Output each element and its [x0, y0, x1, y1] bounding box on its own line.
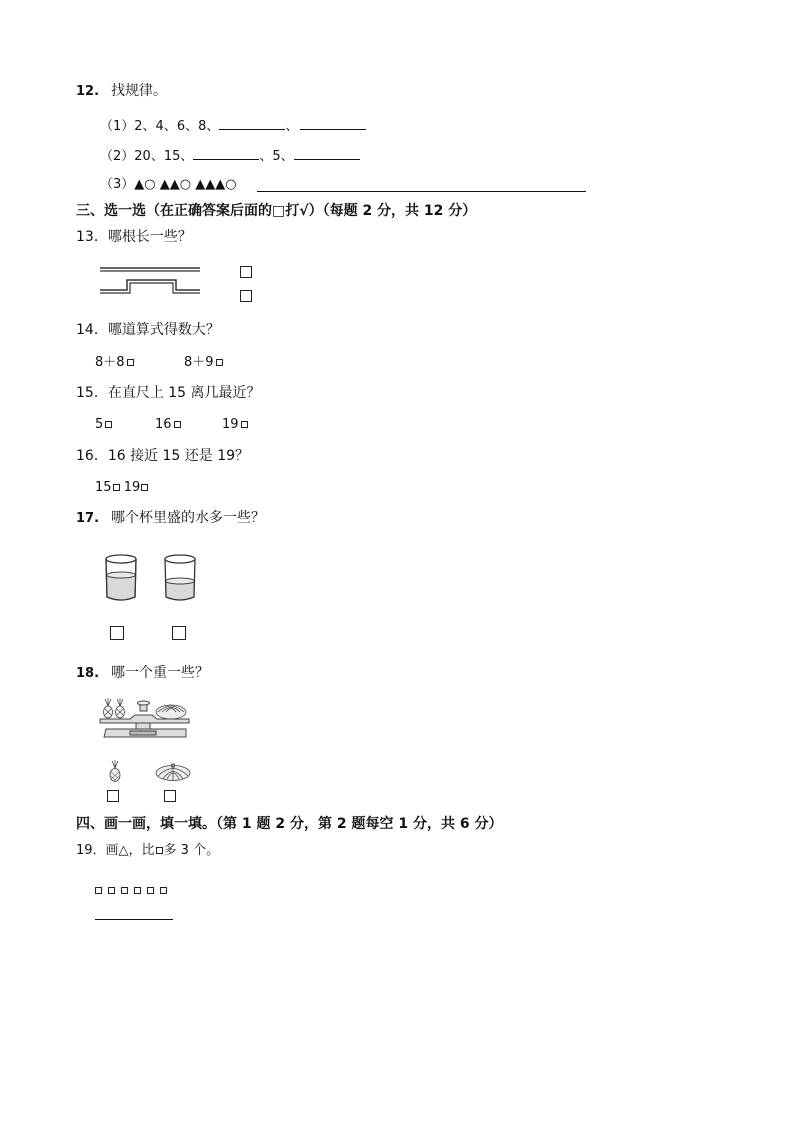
q12-part2-blank1[interactable]	[193, 147, 259, 160]
q15-option1-checkbox[interactable]	[105, 421, 112, 428]
q15-prompt: 15．在直尺上 15 离几最近？	[76, 385, 261, 401]
q13-lines-figure	[100, 266, 204, 294]
pineapple-icon	[109, 760, 121, 782]
q14-option1	[95, 355, 134, 371]
q12-part2	[100, 147, 360, 165]
q12-part2-separator: 、5、	[259, 149, 294, 164]
q16-option1-label: 15	[95, 480, 112, 495]
square-icon	[108, 887, 115, 894]
q17-number: 17.	[76, 511, 100, 526]
q17-prompt: 哪个杯里盛的水多一些？	[111, 510, 265, 526]
square-icon	[134, 887, 141, 894]
q15-option2	[155, 417, 181, 433]
cup-left-icon	[103, 553, 143, 603]
q15-option1	[95, 417, 112, 433]
q14-option2-label: 8＋9	[184, 355, 214, 370]
q12-part1	[100, 117, 366, 135]
q12-part2-sequence: （2）20、15、	[100, 149, 194, 164]
q13-prompt: 13．哪根长一些？	[76, 229, 192, 245]
q12-part1-blank1[interactable]	[219, 117, 285, 130]
q15-option1-label: 5	[95, 417, 104, 432]
q12-number: 12.	[76, 84, 100, 99]
q17-checkbox-left[interactable]	[110, 626, 124, 640]
q15-option2-checkbox[interactable]	[174, 421, 181, 428]
q18-checkbox-pineapple[interactable]	[107, 790, 119, 802]
cup-right-icon	[162, 553, 202, 603]
q16-option2-label: 19	[123, 480, 141, 495]
square-icon	[95, 887, 102, 894]
q15-option3-label: 19	[222, 417, 239, 432]
q16-option1-checkbox[interactable]	[113, 484, 120, 491]
q12-part1-blank2[interactable]	[300, 117, 366, 130]
q19-answer-line[interactable]	[95, 919, 173, 920]
q16-option2-checkbox[interactable]	[141, 484, 148, 491]
q12-prompt: 找规律。	[111, 83, 167, 99]
q14-option2	[184, 355, 223, 371]
q12-part1-separator: 、	[285, 119, 299, 134]
q18-checkbox-pumpkin[interactable]	[164, 790, 176, 802]
q16-prompt: 16．16 接近 15 还是 19？	[76, 448, 250, 464]
q12-part1-sequence: （1）2、4、6、8、	[100, 119, 220, 134]
q14-option1-label: 8＋8	[95, 355, 125, 370]
q12-part2-blank2[interactable]	[294, 147, 360, 160]
section4-title: 四、画一画，填一填。（第 1 题 2 分，第 2 题每空 1 分，共 6 分）	[76, 816, 503, 832]
q15-option3-checkbox[interactable]	[241, 421, 248, 428]
q12-part3-answer-line[interactable]	[257, 191, 586, 192]
section3-title: 三、选一选（在正确答案后面的□打√）（每题 2 分，共 12 分）	[76, 203, 477, 219]
square-icon	[160, 887, 167, 894]
q18-number: 18.	[76, 666, 100, 681]
balance-scale-icon	[100, 695, 190, 741]
q15-option3	[222, 417, 248, 433]
square-icon	[147, 887, 154, 894]
q19-prompt	[76, 843, 219, 859]
q14-option2-checkbox[interactable]	[216, 359, 223, 366]
q16-options	[95, 480, 148, 496]
q18-prompt: 哪一个重一些？	[111, 665, 209, 681]
q19-prompt-part1: 19．画△，比	[76, 843, 155, 858]
q13-checkbox-straight[interactable]	[240, 266, 252, 278]
q15-option2-label: 16	[155, 417, 172, 432]
q17-checkbox-right[interactable]	[172, 626, 186, 640]
q19-prompt-part2: 多 3 个。	[163, 843, 220, 858]
q12-part3	[100, 177, 237, 193]
q14-option1-checkbox[interactable]	[127, 359, 134, 366]
q14-prompt: 14．哪道算式得数大？	[76, 322, 220, 338]
q13-checkbox-bent[interactable]	[240, 290, 252, 302]
q12-part3-pattern: （3）▲○ ▲▲○ ▲▲▲○	[100, 177, 237, 192]
square-icon	[121, 887, 128, 894]
pumpkin-icon	[155, 764, 191, 782]
q19-squares-row	[95, 879, 167, 898]
q19-square-icon	[156, 847, 163, 854]
